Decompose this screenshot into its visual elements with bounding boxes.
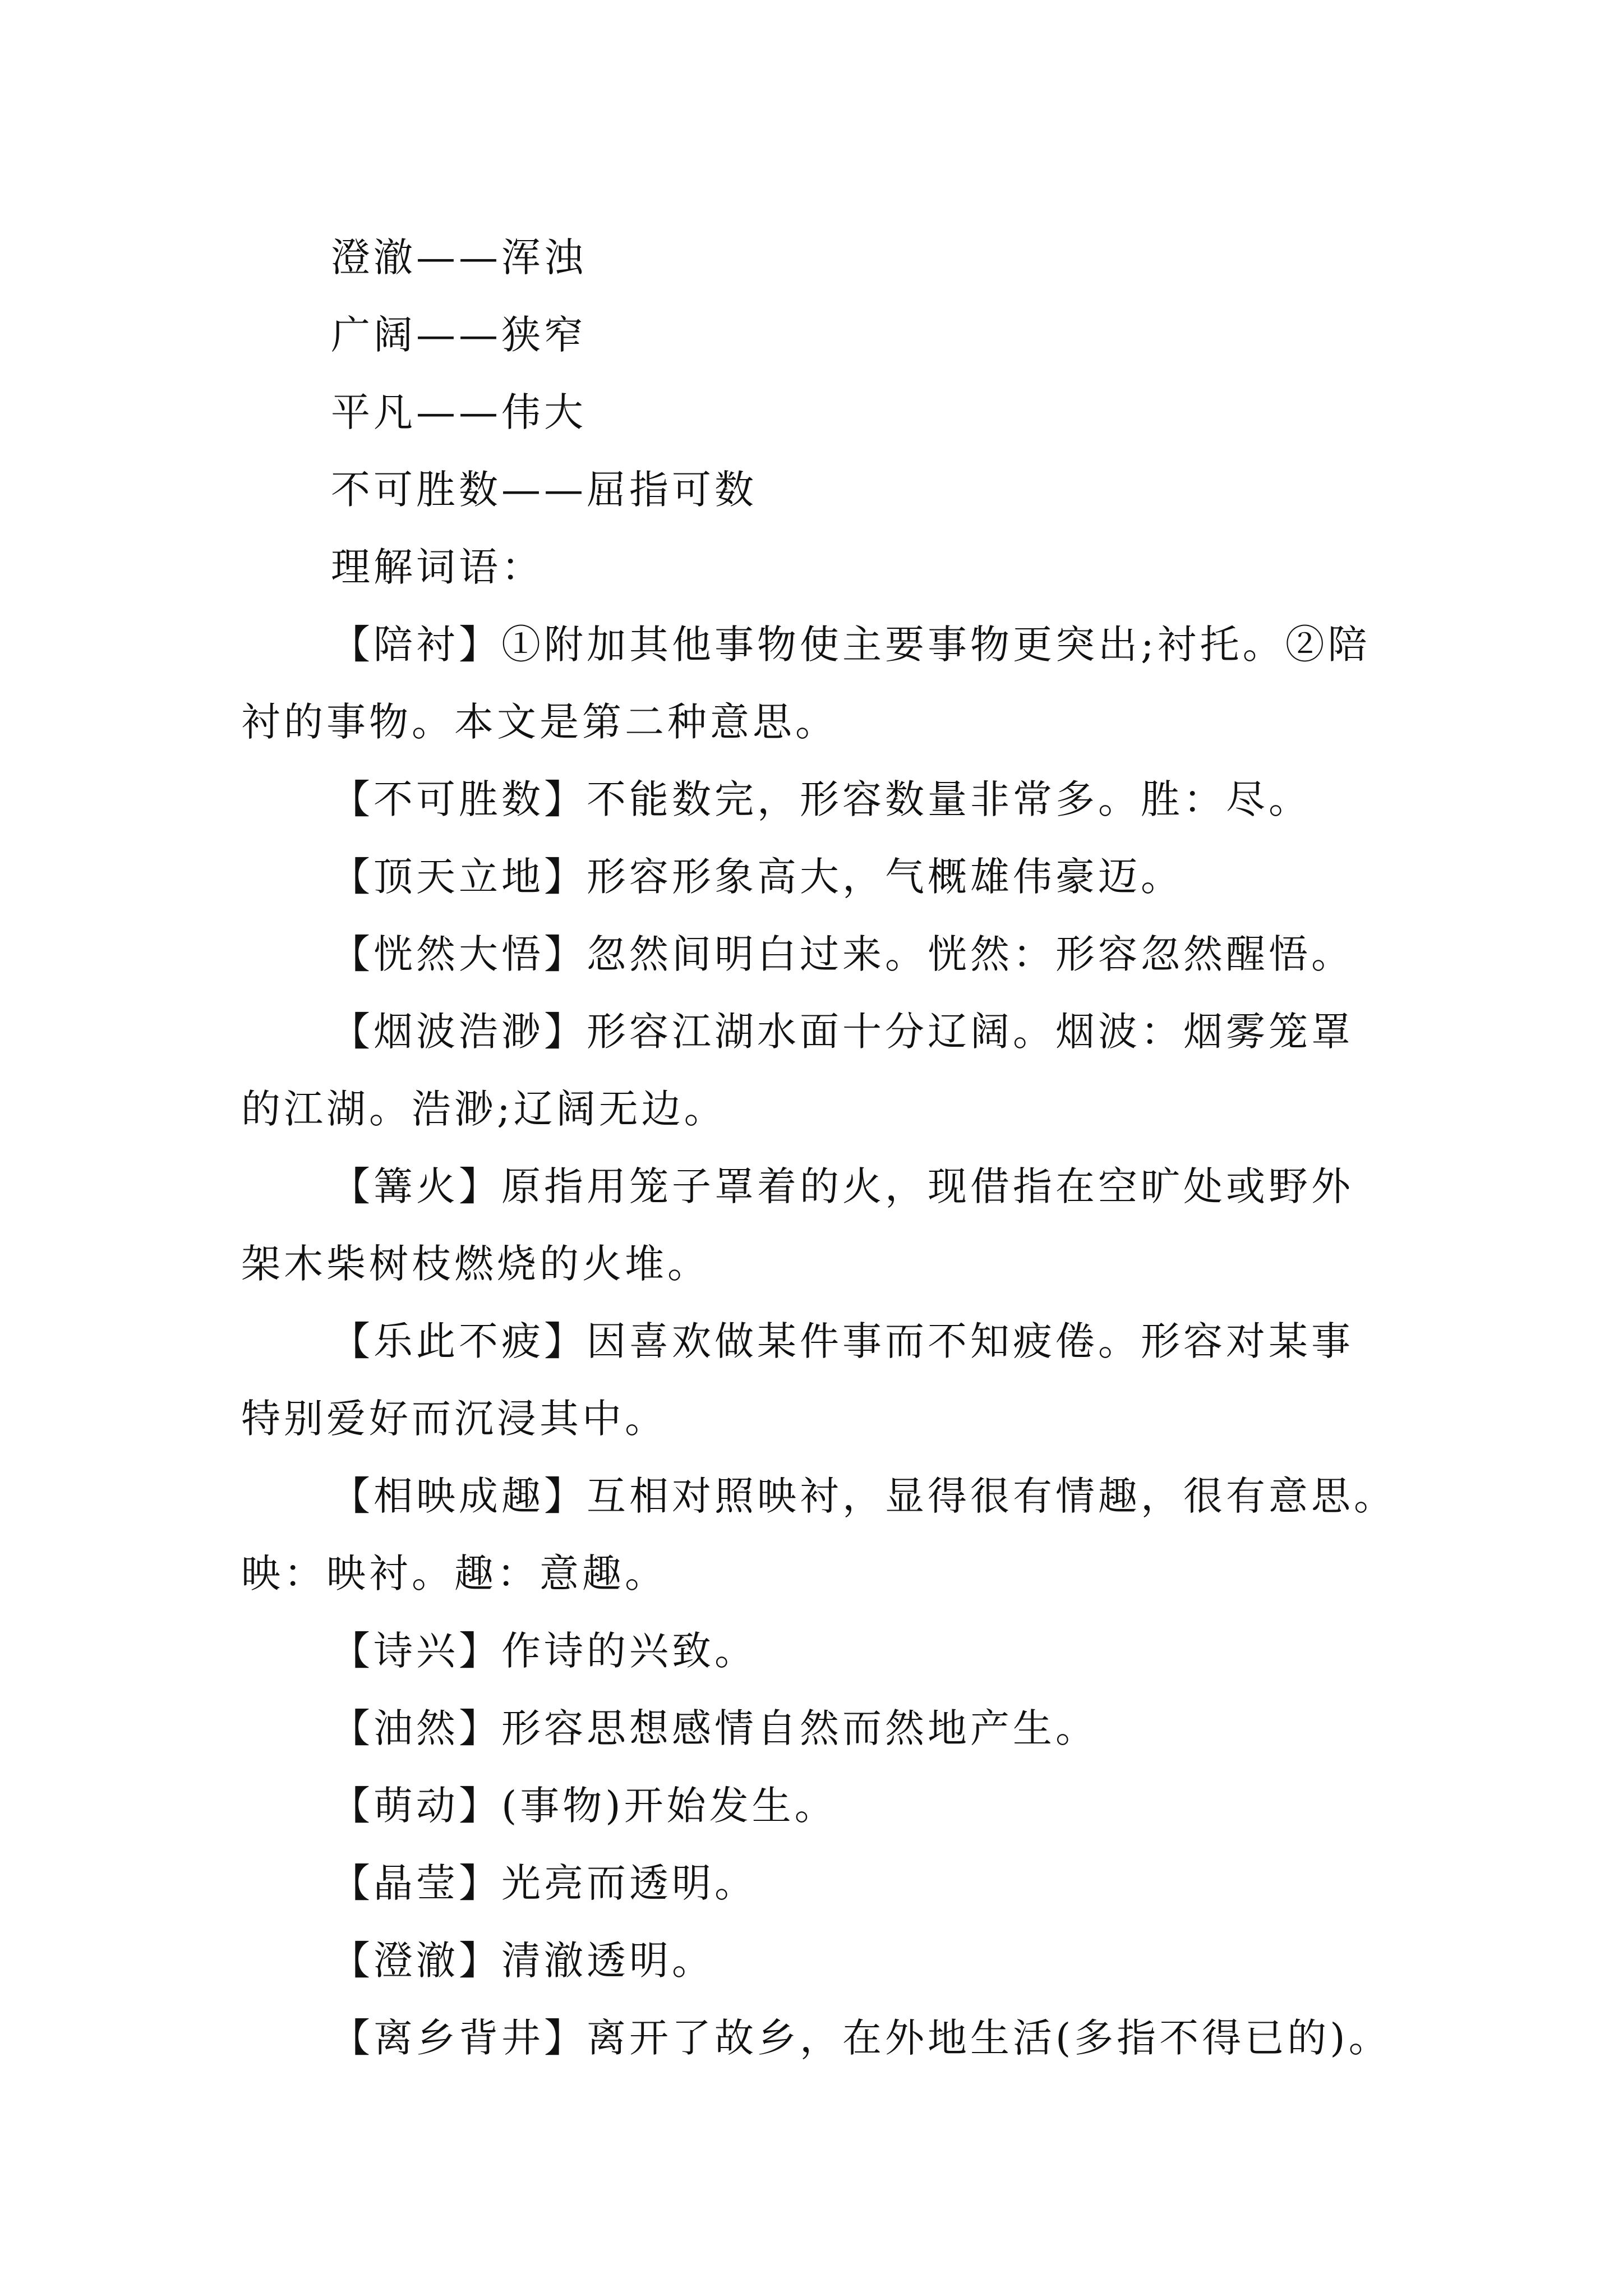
document-body: [241, 219, 1430, 2077]
text-line: 特别爱好而沉浸其中。: [241, 1396, 667, 1442]
text-line: 【恍然大悟】忽然间明白过来。恍然：形容忽然醒悟。: [331, 931, 1354, 977]
text-line: 【不可胜数】不能数完，形容数量非常多。胜：尽。: [331, 776, 1311, 822]
text-line: 衬的事物。本文是第二种意思。: [241, 699, 838, 745]
text-line: 【晶莹】光亮而透明。: [331, 1860, 757, 1906]
text-line: 架木柴树枝燃烧的火堆。: [241, 1241, 710, 1287]
text-line: 【相映成趣】互相对照映衬，显得很有情趣，很有意思。: [331, 1473, 1396, 1519]
text-line: 澄澈——浑浊: [331, 234, 587, 280]
section-heading: 理解词语：: [331, 544, 544, 590]
text-line: 【乐此不疲】因喜欢做某件事而不知疲倦。形容对某事: [331, 1318, 1354, 1364]
text-line: 广阔——狭窄: [331, 312, 587, 358]
text-line: 映：映衬。趣：意趣。: [241, 1550, 667, 1596]
text-line: 【顶天立地】形容形象高大，气概雄伟豪迈。: [331, 854, 1183, 900]
text-line: 【萌动】(事物)开始发生。: [331, 1783, 837, 1829]
text-line: 不可胜数——屈指可数: [331, 467, 757, 513]
text-line: 【离乡背井】离开了故乡，在外地生活(多指不得已的)。: [331, 2015, 1391, 2061]
text-line: 【澄澈】清澈透明。: [331, 1938, 714, 1984]
text-line: 【烟波浩渺】形容江湖水面十分辽阔。烟波：烟雾笼罩: [331, 1009, 1354, 1055]
text-line: 【陪衬】①附加其他事物使主要事物更突出;衬托。②陪: [331, 622, 1371, 668]
text-line: 的江湖。浩渺;辽阔无边。: [241, 1086, 727, 1132]
text-line: 【油然】形容思想感情自然而然地产生。: [331, 1705, 1098, 1751]
text-line: 平凡——伟大: [331, 389, 587, 435]
text-line: 【诗兴】作诗的兴致。: [331, 1628, 757, 1674]
text-line: 【篝火】原指用笼子罩着的火，现借指在空旷处或野外: [331, 1163, 1354, 1209]
